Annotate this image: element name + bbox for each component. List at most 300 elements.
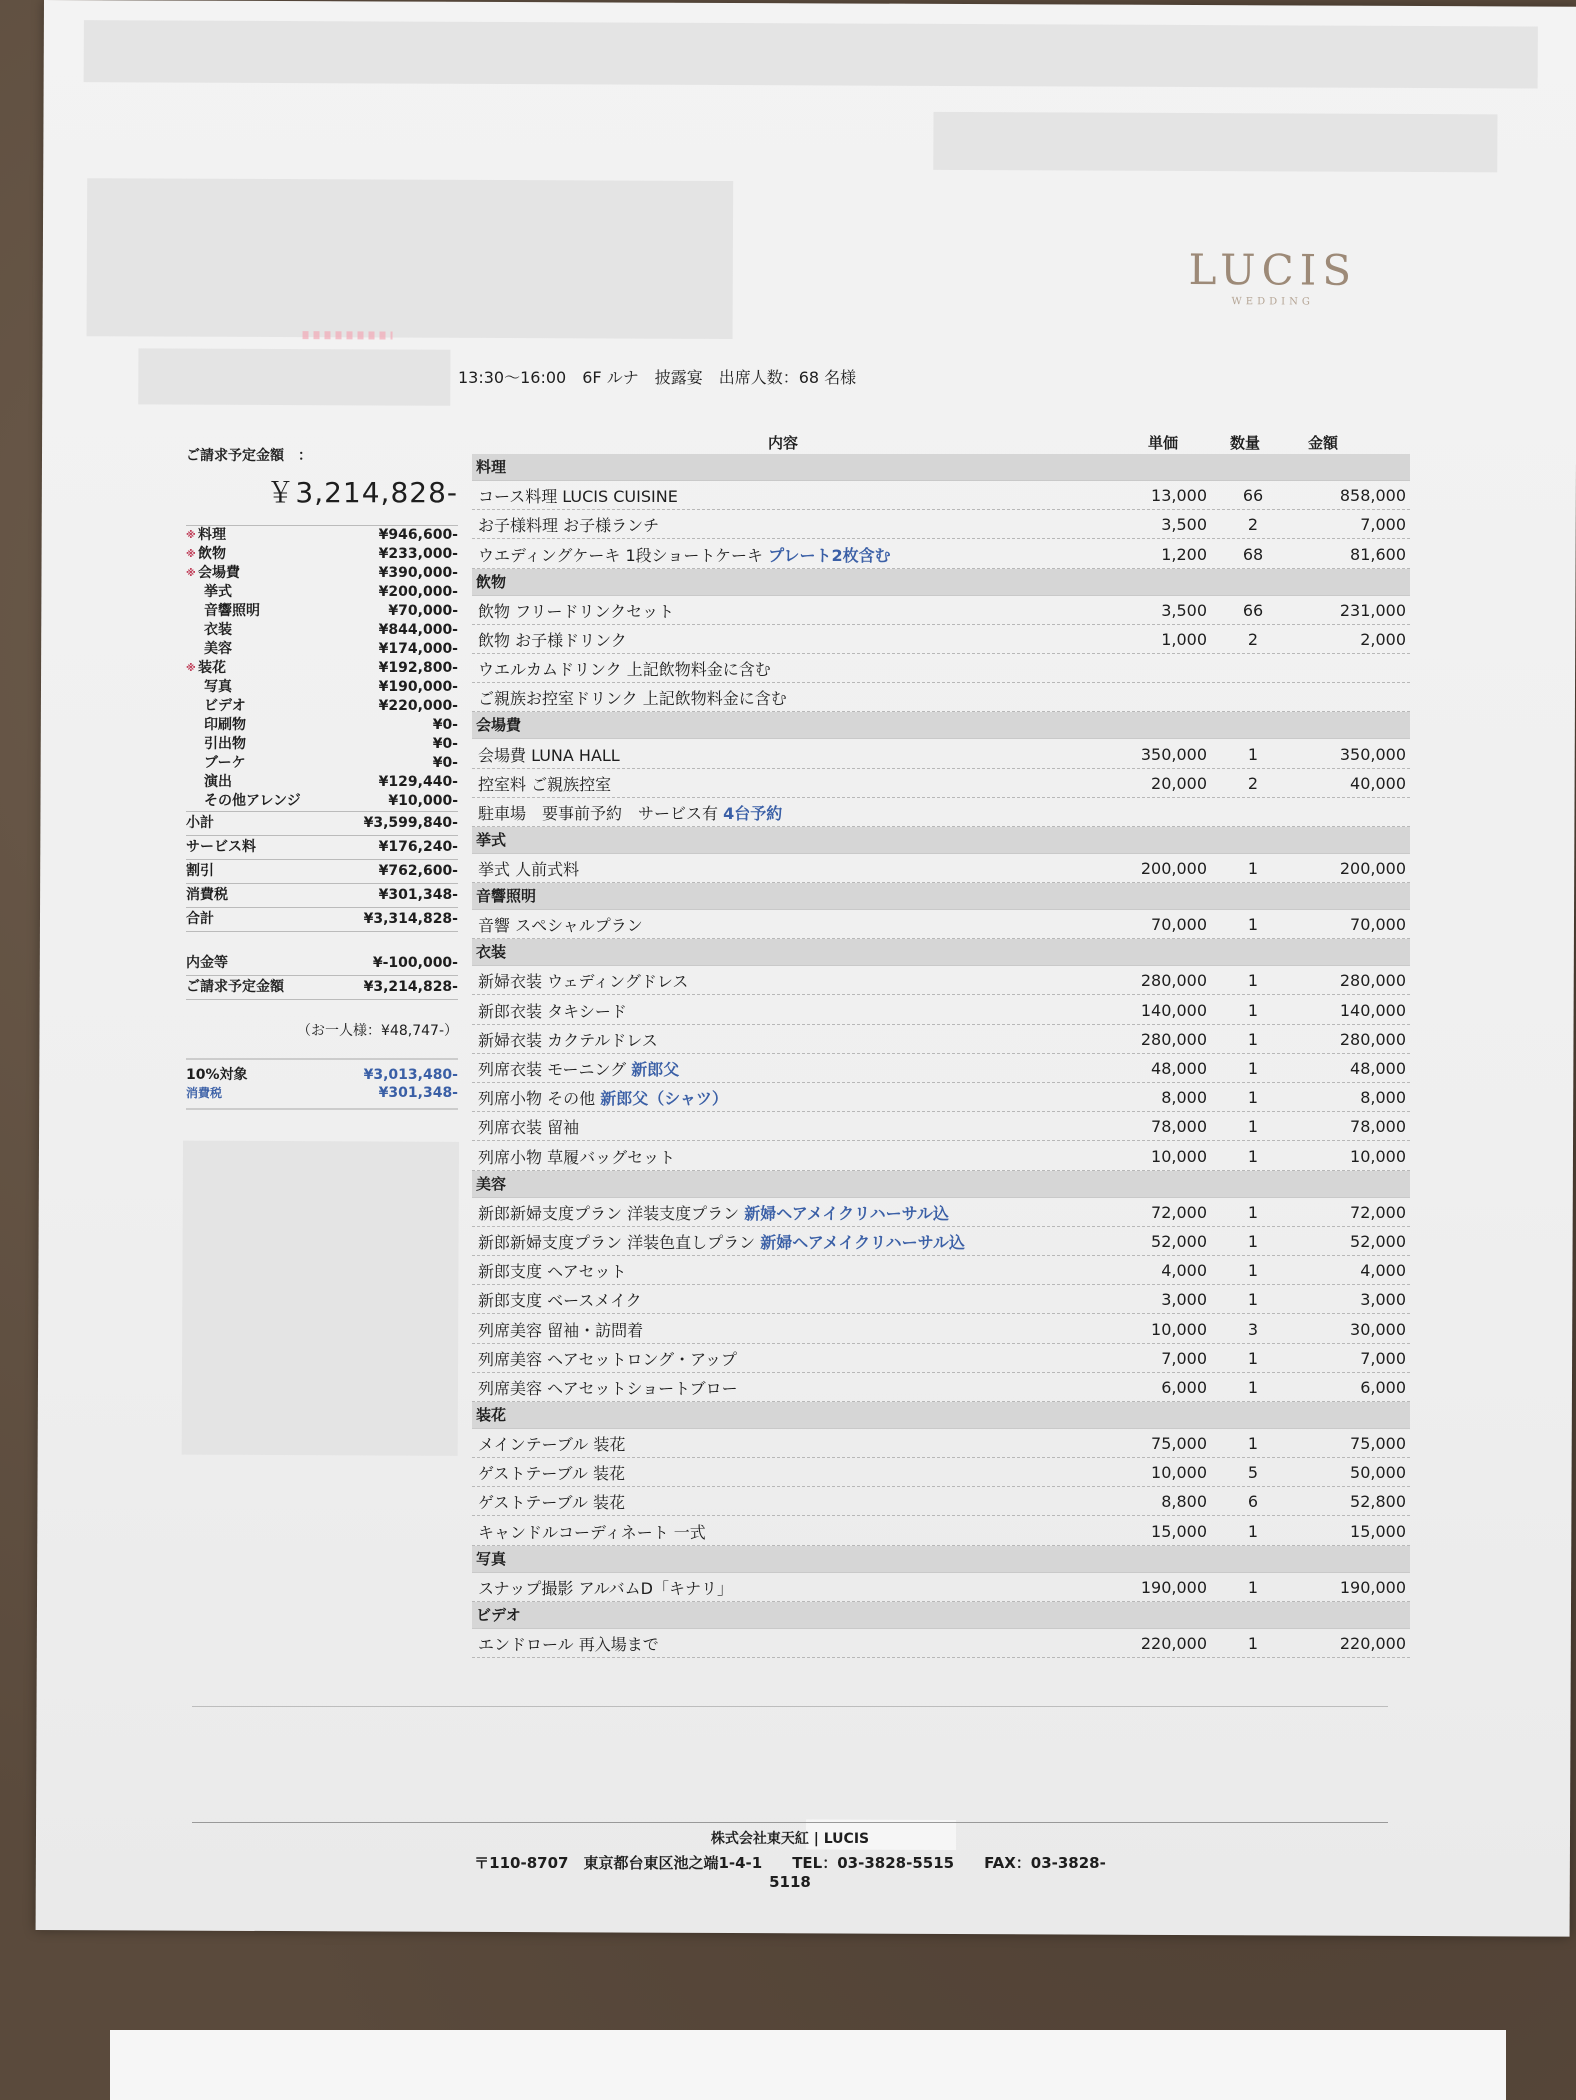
summary-item-label — [186, 583, 232, 602]
qty-cell: 1 — [1247, 1059, 1259, 1078]
summary-item-text: 演出 — [204, 774, 232, 790]
subtotal-row — [186, 812, 458, 836]
amount-cell: 40,000 — [1350, 773, 1406, 793]
table-row — [472, 910, 1410, 939]
due-row-value: ¥3,214,828- — [363, 979, 458, 995]
qty-cell: 1 — [1247, 859, 1259, 879]
tax-target-label: 10%対象 — [186, 1067, 248, 1083]
table-row — [472, 510, 1410, 539]
subtotal-label: 小計 — [186, 815, 214, 831]
item-name-text: 駐車場 要事前予約 サービス有 — [478, 803, 719, 823]
total-value: ¥3,314,828- — [363, 911, 458, 927]
event-info: 13:30〜16:00 6F ルナ 披露宴 出席人数：68 名様 — [458, 368, 857, 387]
summary-item-value: ¥0- — [432, 736, 458, 752]
qty-cell: 5 — [1247, 1463, 1259, 1483]
item-name — [478, 1201, 949, 1224]
qty-cell: 1 — [1247, 1231, 1259, 1251]
item-name — [478, 1632, 659, 1655]
qty-cell: 1 — [1247, 1434, 1259, 1454]
item-name-text: 列席美容 ヘアセットショートブロー — [478, 1378, 738, 1398]
amount-cell: 52,800 — [1350, 1492, 1406, 1512]
due-row-label: ご請求予定金額 — [186, 979, 284, 995]
amount-cell: 231,000 — [1339, 600, 1406, 620]
summary-item-value: ¥10,000- — [388, 793, 458, 809]
amount-cell: 78,000 — [1350, 1117, 1406, 1137]
table-row — [472, 1227, 1410, 1256]
item-name-text: ゲストテーブル 装花 — [478, 1493, 626, 1513]
summary-item-value: ¥390,000- — [378, 565, 458, 581]
amount-cell: 6,000 — [1360, 1377, 1406, 1397]
summary-item — [186, 621, 458, 640]
item-name-text: お子様料理 お子様ランチ — [478, 516, 660, 536]
qty-cell: 68 — [1242, 544, 1264, 564]
summary-item-value: ¥0- — [432, 717, 458, 733]
item-name — [478, 913, 643, 936]
summary-item-value: ¥0- — [432, 755, 458, 771]
item-name — [478, 1115, 579, 1138]
table-row — [472, 995, 1410, 1024]
summary-item-text: 写真 — [204, 679, 232, 695]
summary-item-value: ¥174,000- — [378, 641, 458, 657]
table-row — [472, 1516, 1410, 1545]
summary-item-label — [186, 545, 226, 564]
summary-item-text: 飲物 — [198, 546, 226, 562]
item-name-text: 新婦衣装 ウェディングドレス — [478, 972, 689, 992]
category-header: 美容 — [472, 1171, 1410, 1198]
amount-cell: 190,000 — [1339, 1577, 1406, 1597]
unit-price-cell: 20,000 — [1151, 773, 1207, 793]
unit-price-cell: 190,000 — [1140, 1577, 1207, 1597]
amount-cell: 280,000 — [1339, 1029, 1406, 1049]
summary-item — [186, 526, 458, 545]
amount-cell: 350,000 — [1339, 744, 1406, 764]
qty-cell: 6 — [1247, 1492, 1259, 1512]
item-name-text: 新郎衣装 タキシード — [478, 1001, 627, 1021]
summary-item — [186, 659, 458, 678]
summary-item-text: 装花 — [198, 660, 226, 676]
table-body — [472, 454, 1410, 1658]
unit-price-cell: 52,000 — [1151, 1231, 1207, 1251]
table-row — [472, 1285, 1410, 1314]
table-row — [472, 1025, 1410, 1054]
tax-label: 消費税 — [186, 887, 228, 903]
unit-price-cell: 1,000 — [1161, 629, 1207, 649]
summary-item — [186, 583, 458, 602]
summary-item-value: ¥220,000- — [378, 698, 458, 714]
qty-cell: 1 — [1247, 1377, 1259, 1397]
discount-value: ¥762,600- — [378, 863, 458, 879]
table-row — [472, 1573, 1410, 1602]
unit-price-cell: 10,000 — [1151, 1463, 1207, 1483]
summary-item — [186, 602, 458, 621]
table-row — [472, 1141, 1410, 1170]
header-unit-price: 単価 — [1148, 434, 1179, 452]
item-name — [478, 969, 688, 992]
item-name — [478, 1461, 625, 1484]
due-row — [186, 976, 458, 1000]
item-name — [478, 801, 782, 824]
footer-company: 株式会社東天紅 | LUCIS — [710, 1831, 870, 1847]
divider-line — [192, 1706, 1388, 1707]
table-row — [472, 683, 1410, 712]
item-name-text: キャンドルコーディネート 一式 — [478, 1522, 706, 1542]
category-header: 挙式 — [472, 827, 1410, 854]
qty-cell: 1 — [1247, 1577, 1259, 1597]
summary-item-text: 会場費 — [198, 565, 240, 581]
item-name-text: 飲物 お子様ドリンク — [478, 630, 627, 650]
category-header: 写真 — [472, 1546, 1410, 1573]
amount-cell: 50,000 — [1350, 1463, 1406, 1483]
footer — [470, 1828, 1110, 1891]
category-header: 装花 — [472, 1402, 1410, 1429]
amount-cell: 280,000 — [1339, 971, 1406, 991]
qty-cell: 1 — [1247, 1000, 1259, 1020]
unit-price-cell: 8,000 — [1161, 1088, 1207, 1108]
spacer — [186, 932, 458, 952]
amount-cell: 3,000 — [1360, 1290, 1406, 1310]
category-header: 飲物 — [472, 569, 1410, 596]
logo-subtitle: WEDDING — [1231, 296, 1314, 308]
item-name — [478, 1086, 728, 1109]
summary-item-label — [186, 564, 240, 583]
item-name-text: 音響 スペシャルプラン — [478, 916, 643, 936]
redaction-bottom — [110, 2030, 1506, 2100]
table-row — [472, 654, 1410, 683]
amount-cell: 858,000 — [1339, 486, 1406, 506]
summary-item-text: 美容 — [204, 641, 232, 657]
item-name-text: 列席美容 ヘアセットロング・アップ — [478, 1349, 738, 1369]
tax-amount-value: ¥301,348- — [378, 1085, 458, 1101]
summary-item-value: ¥129,440- — [378, 774, 458, 790]
item-name-text: ウエルカムドリンク 上記飲物料金に含む — [478, 660, 771, 680]
summary-item-label — [186, 678, 232, 697]
item-name — [478, 1318, 643, 1341]
summary-item-label — [186, 773, 232, 792]
item-name-text: コース料理 LUCIS CUISINE — [478, 487, 678, 507]
summary-item — [186, 792, 458, 811]
amount-cell: 7,000 — [1360, 515, 1406, 535]
unit-price-cell: 15,000 — [1151, 1521, 1207, 1541]
amount-cell: 140,000 — [1339, 1000, 1406, 1020]
item-name — [478, 1145, 675, 1168]
item-name — [478, 772, 611, 795]
service-row — [186, 836, 458, 860]
qty-cell: 1 — [1247, 1202, 1259, 1222]
qty-cell: 1 — [1247, 1348, 1259, 1368]
item-note: 新婦ヘアメイクリハーサル込 — [744, 1203, 949, 1223]
amount-cell: 220,000 — [1339, 1634, 1406, 1653]
summary-item — [186, 545, 458, 564]
summary-item-text: 料理 — [198, 527, 226, 543]
item-name-text: 新郎新婦支度プラン 洋装色直しプラン — [478, 1232, 756, 1252]
summary-item-text: ブーケ — [204, 755, 246, 771]
table-row — [472, 739, 1410, 768]
category-header: 衣装 — [472, 939, 1410, 966]
item-name-text: 新郎支度 ベースメイク — [478, 1291, 642, 1311]
table-row — [472, 596, 1410, 625]
category-header: 会場費 — [472, 712, 1410, 739]
item-name — [478, 1490, 625, 1513]
qty-cell: 1 — [1247, 744, 1259, 764]
item-name — [478, 1057, 679, 1080]
lucis-logo — [1173, 245, 1373, 308]
item-name-text: 会場費 LUNA HALL — [478, 745, 620, 765]
table-row — [472, 854, 1410, 883]
amount-cell: 81,600 — [1350, 544, 1406, 564]
qty-cell: 66 — [1242, 486, 1264, 506]
item-name-text: 飲物 フリードリンクセット — [478, 601, 675, 621]
table-row — [472, 625, 1410, 654]
item-note: 新婦ヘアメイクリハーサル込 — [760, 1232, 965, 1252]
item-name-text: エンドロール 再入場まで — [478, 1635, 659, 1654]
qty-cell: 2 — [1247, 629, 1259, 649]
summary-item-value: ¥192,800- — [378, 660, 458, 676]
unit-price-cell: 75,000 — [1151, 1434, 1207, 1454]
item-name-text: メインテーブル 装花 — [478, 1435, 626, 1455]
summary-item-value: ¥946,600- — [378, 527, 458, 543]
qty-cell: 2 — [1247, 773, 1259, 793]
summary-panel — [186, 445, 458, 1110]
summary-item — [186, 754, 458, 773]
item-name-text: ご親族お控室ドリンク 上記飲物料金に含む — [478, 689, 787, 709]
item-name — [478, 686, 787, 709]
amount-cell: 4,000 — [1360, 1261, 1406, 1281]
summary-item — [186, 773, 458, 792]
category-header: 料理 — [472, 454, 1410, 481]
summary-item-value: ¥233,000- — [378, 546, 458, 562]
qty-cell: 1 — [1247, 1261, 1259, 1281]
summary-item-value: ¥190,000- — [378, 679, 458, 695]
summary-item-text: 衣装 — [204, 622, 232, 638]
item-name-text: 挙式 人前式料 — [478, 860, 580, 880]
unit-price-cell: 7,000 — [1161, 1348, 1207, 1368]
unit-price-cell: 280,000 — [1140, 1029, 1207, 1049]
table-row — [472, 1314, 1410, 1343]
table-row — [472, 1458, 1410, 1487]
deposit-label: 内金等 — [186, 955, 228, 971]
amount-cell: 75,000 — [1350, 1434, 1406, 1454]
item-name — [478, 484, 678, 507]
qty-cell: 1 — [1247, 1634, 1259, 1653]
table-row — [472, 1054, 1410, 1083]
item-name-text: ウエディングケーキ 1段ショートケーキ — [478, 545, 764, 565]
unit-price-cell: 8,800 — [1161, 1492, 1207, 1512]
item-name — [478, 1347, 737, 1370]
unit-price-cell: 72,000 — [1151, 1202, 1207, 1222]
summary-item-label — [186, 621, 232, 640]
qty-cell: 1 — [1247, 1146, 1259, 1166]
table-row — [472, 1198, 1410, 1227]
footer-address: 〒110-8707 東京都台東区池之端1-4-1 TEL：03-3828-5515 FAX：03-3828-5118 — [474, 1854, 1106, 1891]
header-qty: 数量 — [1230, 434, 1261, 452]
item-name — [478, 599, 674, 622]
summary-item-label — [186, 735, 246, 754]
table-row — [472, 966, 1410, 995]
service-value: ¥176,240- — [378, 839, 458, 855]
table-row — [472, 1629, 1410, 1658]
redaction-address — [87, 178, 734, 339]
table-row — [472, 481, 1410, 510]
amount-cell: 8,000 — [1360, 1088, 1406, 1108]
logo-wordmark: LUCIS — [1188, 244, 1358, 295]
amount-cell: 52,000 — [1350, 1231, 1406, 1251]
service-label: サービス料 — [186, 839, 256, 855]
total-label: 合計 — [186, 911, 214, 927]
qty-cell: 1 — [1247, 1290, 1259, 1310]
amount-cell: 10,000 — [1350, 1146, 1406, 1166]
summary-item-label — [186, 526, 226, 545]
item-name — [478, 1028, 658, 1051]
tax-target-row — [186, 1066, 458, 1084]
table-row — [472, 769, 1410, 798]
amount-cell: 15,000 — [1350, 1521, 1406, 1541]
qty-cell: 1 — [1247, 1088, 1259, 1108]
unit-price-cell: 78,000 — [1151, 1117, 1207, 1137]
item-name — [478, 857, 579, 880]
qty-cell: 1 — [1247, 1117, 1259, 1137]
asterisk-mark: ※ — [186, 663, 196, 674]
summary-item-value: ¥70,000- — [388, 603, 458, 619]
qty-cell: 1 — [1247, 971, 1259, 991]
item-name — [478, 513, 659, 536]
summary-item — [186, 640, 458, 659]
category-header: 音響照明 — [472, 883, 1410, 910]
item-name-text: 列席衣装 留袖 — [478, 1118, 580, 1138]
unit-price-cell: 140,000 — [1140, 1000, 1207, 1020]
summary-item — [186, 735, 458, 754]
tax-value: ¥301,348- — [378, 887, 458, 903]
due-amount: ￥3,214,828- — [266, 476, 458, 509]
due-label: ご請求予定金額 ： — [186, 448, 312, 464]
qty-cell: 3 — [1247, 1319, 1259, 1339]
item-name-text: 列席小物 その他 — [478, 1089, 596, 1109]
unit-price-cell: 10,000 — [1151, 1319, 1207, 1339]
asterisk-mark: ※ — [186, 568, 196, 579]
redaction-date — [933, 112, 1497, 172]
summary-item-label — [186, 602, 260, 621]
unit-price-cell: 220,000 — [1140, 1634, 1207, 1653]
unit-price-cell: 200,000 — [1140, 859, 1207, 879]
item-name-text: 新郎新婦支度プラン 洋装支度プラン — [478, 1203, 740, 1223]
footer-rule — [192, 1822, 1388, 1823]
table-row — [472, 1487, 1410, 1516]
qty-cell: 2 — [1247, 515, 1259, 535]
item-name — [478, 743, 620, 766]
tax-row — [186, 884, 458, 908]
summary-item — [186, 564, 458, 583]
table-row — [472, 1373, 1410, 1402]
unit-price-cell: 3,000 — [1161, 1290, 1207, 1310]
asterisk-mark: ※ — [186, 549, 196, 560]
amount-cell: 2,000 — [1360, 629, 1406, 649]
summary-item-text: 挙式 — [204, 584, 232, 600]
summary-breakdown — [186, 526, 458, 811]
table-row — [472, 1344, 1410, 1373]
amount-cell: 30,000 — [1350, 1319, 1406, 1339]
item-name — [478, 1576, 733, 1599]
unit-price-cell: 13,000 — [1151, 486, 1207, 506]
summary-item-label — [186, 640, 232, 659]
item-note: プレート2枚含む — [768, 545, 891, 565]
tax-box — [186, 1058, 458, 1110]
item-name — [478, 1520, 706, 1543]
item-name — [478, 1432, 625, 1455]
redaction-header — [84, 20, 1538, 88]
summary-item-text: ビデオ — [204, 698, 246, 714]
item-name — [478, 1259, 626, 1282]
item-note: 4台予約 — [723, 803, 783, 823]
item-name-text: 新婦衣装 カクテルドレス — [478, 1030, 658, 1050]
subtotal-value: ¥3,599,840- — [363, 815, 458, 831]
amount-cell: 70,000 — [1350, 915, 1406, 935]
item-name-text: 列席美容 留袖・訪問着 — [478, 1320, 644, 1340]
unit-price-cell: 6,000 — [1161, 1377, 1207, 1397]
unit-price-cell: 10,000 — [1151, 1146, 1207, 1166]
summary-item-text: 引出物 — [204, 736, 246, 752]
summary-item-value: ¥200,000- — [378, 584, 458, 600]
item-name-text: 列席衣装 モーニング — [478, 1060, 627, 1079]
unit-price-cell: 350,000 — [1140, 744, 1207, 764]
unit-price-cell: 3,500 — [1161, 515, 1207, 535]
summary-item — [186, 697, 458, 716]
table-row — [472, 798, 1410, 827]
tax-amount-label: 消費税 — [186, 1086, 223, 1100]
unit-price-cell: 4,000 — [1161, 1261, 1207, 1281]
discount-label: 割引 — [186, 863, 214, 879]
qty-cell: 1 — [1247, 915, 1259, 935]
summary-item-label — [186, 716, 246, 735]
summary-item — [186, 716, 458, 735]
summary-item-text: その他アレンジ — [204, 793, 301, 809]
asterisk-mark: ※ — [186, 530, 196, 541]
qty-cell: 1 — [1247, 1029, 1259, 1049]
header-content: 内容 — [768, 434, 799, 452]
unit-price-cell: 1,200 — [1161, 544, 1207, 564]
tax-amount-row — [186, 1084, 458, 1102]
item-name — [478, 628, 627, 651]
summary-item-value: ¥844,000- — [378, 622, 458, 638]
item-name-text: スナップ撮影 アルバムD「キナリ」 — [478, 1578, 734, 1598]
amount-cell: 48,000 — [1350, 1059, 1406, 1078]
unit-price-cell: 70,000 — [1151, 915, 1207, 935]
item-name — [478, 1376, 738, 1399]
summary-item-text: 音響照明 — [204, 603, 260, 619]
discount-row — [186, 860, 458, 884]
item-name-text: 新郎支度 ヘアセット — [478, 1262, 627, 1282]
summary-item-label — [186, 792, 301, 811]
item-name-text: ゲストテーブル 装花 — [478, 1464, 626, 1484]
summary-item-text: 印刷物 — [204, 717, 246, 733]
table-row — [472, 1256, 1410, 1285]
item-name-text: 控室料 ご親族控室 — [478, 774, 612, 794]
summary-item — [186, 678, 458, 697]
table-row — [472, 1112, 1410, 1141]
amount-cell: 200,000 — [1339, 859, 1406, 879]
summary-item-label — [186, 754, 246, 773]
item-note: 新郎父（シャツ） — [600, 1089, 728, 1109]
category-header: ビデオ — [472, 1602, 1410, 1629]
deposit-row — [186, 952, 458, 976]
unit-price-cell: 280,000 — [1140, 971, 1207, 991]
item-name — [478, 543, 891, 566]
tax-target-value: ¥3,013,480- — [363, 1067, 458, 1083]
table-row — [472, 1429, 1410, 1458]
item-note: 新郎父 — [631, 1060, 680, 1079]
total-row — [186, 908, 458, 932]
deposit-value: ¥-100,000- — [372, 955, 458, 971]
itemized-table — [472, 432, 1410, 1658]
unit-price-cell: 48,000 — [1151, 1059, 1207, 1078]
